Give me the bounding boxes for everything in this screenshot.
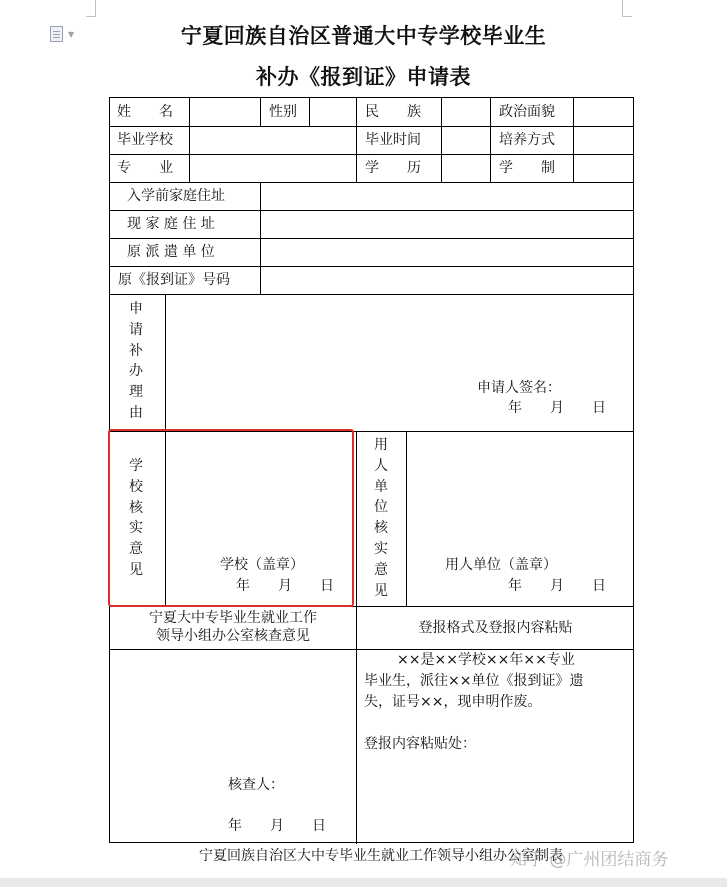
- label-reason: 申 请 补 办 理 由: [129, 301, 143, 421]
- label-graduation-time: 毕业时间: [365, 132, 421, 148]
- label-political-status: 政治面貌: [499, 104, 555, 120]
- gender-field[interactable]: [310, 99, 356, 125]
- graduation-time-field[interactable]: [442, 127, 490, 153]
- employer-stamp-label: 用人单位（盖章）: [445, 557, 557, 573]
- applicant-date: 年 月 日: [508, 400, 606, 416]
- name-field[interactable]: [190, 99, 260, 125]
- home-address-before-field[interactable]: [261, 183, 634, 209]
- label-training-mode: 培养方式: [499, 132, 555, 148]
- form-title-line1: 宁夏回族自治区普通大中专学校毕业生: [180, 23, 547, 48]
- label-current-address: 现 家 庭 住 址: [127, 216, 215, 232]
- label-employer-verification: 用 人 单 位 核 实 意 见: [374, 437, 388, 599]
- original-certificate-no-field[interactable]: [261, 267, 634, 293]
- newspaper-format-label: 登报格式及登报内容粘贴: [418, 620, 573, 636]
- label-graduate-school: 毕业学校: [117, 132, 173, 148]
- employer-date: 年 月 日: [508, 578, 606, 594]
- applicant-signature-label: 申请人签名：: [477, 380, 561, 396]
- watermark: 知乎 @广州团结商务: [510, 850, 669, 870]
- label-major: 专 业: [117, 160, 173, 176]
- training-mode-field[interactable]: [574, 127, 634, 153]
- label-original-unit: 原 派 遣 单 位: [127, 244, 215, 260]
- office-review-field[interactable]: [110, 650, 356, 843]
- footer-issuer: 宁夏回族自治区大中专毕业生就业工作领导小组办公室制表: [199, 848, 563, 864]
- current-address-field[interactable]: [261, 211, 634, 237]
- dropdown-caret-icon[interactable]: ▼: [68, 30, 75, 39]
- announcement-text-line1: ××是××学校××年××专业: [397, 652, 575, 668]
- checker-date: 年 月 日: [228, 818, 326, 834]
- school-stamp-label: 学校（盖章）: [220, 557, 304, 573]
- bottom-scroll-strip: [0, 878, 727, 887]
- label-education: 学 历: [365, 160, 421, 176]
- paste-area-label: 登报内容粘贴处：: [364, 736, 476, 752]
- label-gender: 性别: [269, 104, 297, 120]
- label-ethnicity: 民 族: [365, 104, 421, 120]
- office-review-label: 宁夏大中专毕业生就业工作 领导小组办公室核查意见: [149, 610, 317, 644]
- label-home-address-before: 入学前家庭住址: [127, 188, 225, 204]
- checker-label: 核查人：: [228, 777, 284, 793]
- graduate-school-field[interactable]: [190, 127, 356, 153]
- page-corner-mark: [622, 16, 632, 17]
- page-corner-mark: [86, 16, 96, 17]
- label-name: 姓 名: [117, 104, 173, 120]
- original-unit-field[interactable]: [261, 239, 634, 265]
- label-school-verification: 学 校 核 实 意 见: [129, 458, 143, 578]
- education-field[interactable]: [442, 155, 490, 181]
- announcement-text-line3: 失，证号××，现申明作废。: [364, 694, 542, 710]
- announcement-text-line2: 毕业生，派往××单位《报到证》遗: [364, 673, 584, 689]
- school-date: 年 月 日: [236, 578, 334, 594]
- label-original-certificate-no: 原《报到证》号码: [118, 272, 230, 288]
- length-of-schooling-field[interactable]: [574, 155, 634, 181]
- highlight-box-school-verification: [108, 429, 354, 607]
- form-title-line2: 补办《报到证》申请表: [256, 64, 471, 89]
- page-corner-mark: [95, 0, 96, 17]
- ethnicity-field[interactable]: [442, 99, 490, 125]
- political-status-field[interactable]: [574, 99, 634, 125]
- paste-area-field[interactable]: [357, 758, 634, 843]
- major-field[interactable]: [190, 155, 356, 181]
- label-length-of-schooling: 学 制: [499, 160, 555, 176]
- page-corner-mark: [622, 0, 623, 17]
